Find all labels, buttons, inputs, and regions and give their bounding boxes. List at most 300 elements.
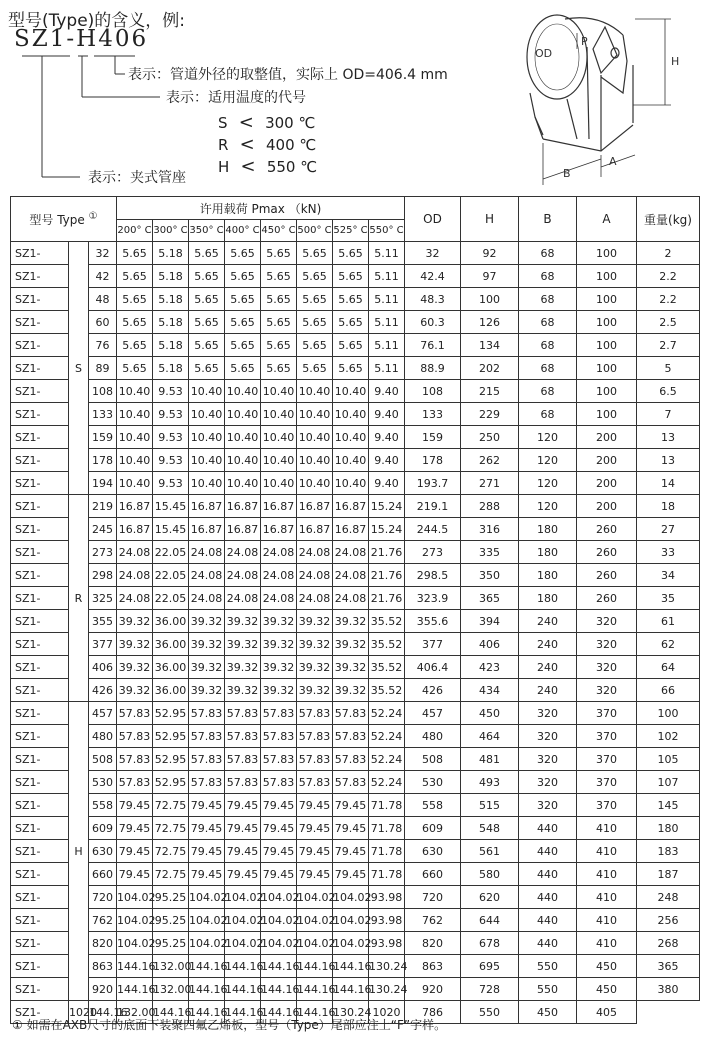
model-prefix-cell: SZ1- [11,541,69,564]
nominal-size-cell: 32 [89,242,117,265]
temp-header: 450° C [261,220,297,242]
load-cell: 79.45 [225,794,261,817]
h-cell: 515 [461,794,519,817]
b-cell: 180 [519,587,577,610]
nominal-size-cell: 920 [89,978,117,1001]
load-cell: 39.32 [333,633,369,656]
load-cell: 5.65 [225,242,261,265]
load-cell: 10.40 [189,380,225,403]
load-cell: 57.83 [297,771,333,794]
load-cell: 79.45 [333,817,369,840]
table-row [11,449,700,472]
load-cell: 39.32 [297,633,333,656]
p-label: P [581,35,588,48]
load-cell: 5.18 [153,242,189,265]
model-prefix-cell: SZ1- [11,288,69,311]
load-cell: 72.75 [153,794,189,817]
load-cell: 21.76 [369,587,405,610]
od-cell: 820 [405,932,461,955]
load-cell: 24.08 [297,564,333,587]
b-cell: 68 [519,380,577,403]
b-cell: 68 [519,357,577,380]
h-cell: 394 [461,610,519,633]
a-cell: 260 [577,541,637,564]
load-cell: 36.00 [153,610,189,633]
a-cell: 320 [577,656,637,679]
load-cell: 5.65 [189,357,225,380]
load-cell: 24.08 [333,564,369,587]
b-cell: 120 [519,449,577,472]
load-cell: 39.32 [333,656,369,679]
model-prefix-cell: SZ1- [11,748,69,771]
model-prefix-cell: SZ1- [11,380,69,403]
load-cell: 72.75 [153,817,189,840]
type-column-header [11,197,117,242]
b-cell: 68 [519,242,577,265]
load-cell: 104.02 [225,886,261,909]
h-column-header: H [461,197,519,242]
load-cell: 79.45 [333,840,369,863]
b-cell: 440 [519,886,577,909]
model-prefix-cell: SZ1- [11,587,69,610]
nominal-size-cell: 558 [89,794,117,817]
weight-cell: 34 [637,564,700,587]
temp-code-letter: H [218,158,230,176]
load-cell: 24.08 [261,587,297,610]
pipe-clamp-spec-table [10,196,700,1024]
a-cell: 200 [577,472,637,495]
less-than-sign: < [238,112,254,133]
b-cell: 320 [519,702,577,725]
load-cell: 5.65 [297,242,333,265]
h-cell: 288 [461,495,519,518]
h-cell: 481 [461,748,519,771]
load-cell: 9.40 [369,472,405,495]
weight-cell: 365 [637,955,700,978]
h-cell: 548 [461,817,519,840]
load-cell: 93.98 [369,886,405,909]
od-cell: 457 [405,702,461,725]
load-cell: 144.16 [333,955,369,978]
table-row [11,587,700,610]
a-cell: 370 [577,725,637,748]
model-prefix-cell: SZ1- [11,771,69,794]
weight-cell: 105 [637,748,700,771]
load-cell: 5.65 [117,265,153,288]
load-cell: 10.40 [333,380,369,403]
type-header-text: 型号 Type [29,212,85,227]
load-cell: 24.08 [333,587,369,610]
od-cell: 244.5 [405,518,461,541]
a-cell: 320 [577,679,637,702]
load-cell: 16.87 [297,518,333,541]
load-cell: 10.40 [189,449,225,472]
load-cell: 95.25 [153,909,189,932]
load-cell: 5.65 [189,311,225,334]
load-cell: 57.83 [225,725,261,748]
load-column-header: 许用载荷 Pmax （kN) [117,197,405,220]
load-cell: 39.32 [297,610,333,633]
b-cell: 550 [461,1001,519,1024]
load-cell: 21.76 [369,541,405,564]
table-row [11,633,700,656]
load-cell: 16.87 [225,495,261,518]
weight-cell: 61 [637,610,700,633]
od-cell: 273 [405,541,461,564]
load-cell: 16.87 [117,495,153,518]
nominal-size-cell: 108 [89,380,117,403]
h-cell: 250 [461,426,519,449]
a-cell: 200 [577,426,637,449]
load-cell: 104.02 [297,932,333,955]
h-cell: 644 [461,909,519,932]
b-cell: 180 [519,541,577,564]
load-cell: 79.45 [189,863,225,886]
load-cell: 22.05 [153,541,189,564]
load-cell: 57.83 [189,702,225,725]
a-cell: 370 [577,702,637,725]
load-cell: 104.02 [261,909,297,932]
a-cell: 450 [519,1001,577,1024]
load-cell: 10.40 [225,449,261,472]
model-prefix-cell: SZ1- [11,817,69,840]
load-cell: 57.83 [333,725,369,748]
type-code-example: SZ1-H406 [14,26,149,52]
load-cell: 10.40 [261,426,297,449]
load-cell: 72.75 [153,840,189,863]
load-cell: 57.83 [189,771,225,794]
weight-cell: 183 [637,840,700,863]
a-cell: 410 [577,886,637,909]
od-column-header: OD [405,197,461,242]
table-row [11,840,700,863]
load-cell: 9.40 [369,449,405,472]
table-row [11,541,700,564]
load-cell: 35.52 [369,610,405,633]
load-cell: 79.45 [117,794,153,817]
load-cell: 10.40 [189,403,225,426]
load-cell: 57.83 [333,771,369,794]
load-cell: 39.32 [261,679,297,702]
load-cell: 144.16 [89,1001,117,1024]
temp-header: 500° C [297,220,333,242]
b-cell: 120 [519,426,577,449]
load-cell: 57.83 [261,748,297,771]
load-cell: 39.32 [189,656,225,679]
load-cell: 24.08 [225,564,261,587]
load-cell: 52.24 [369,771,405,794]
load-cell: 16.87 [261,518,297,541]
load-cell: 5.65 [117,334,153,357]
od-cell: 355.6 [405,610,461,633]
load-cell: 104.02 [117,932,153,955]
model-prefix-cell: SZ1- [11,311,69,334]
b-cell: 68 [519,288,577,311]
nominal-size-cell: 89 [89,357,117,380]
temperature-class-cell: R [69,495,89,702]
temp-value: 400 ℃ [266,136,317,154]
a-cell: 260 [577,518,637,541]
load-cell: 39.32 [117,633,153,656]
b-cell: 180 [519,564,577,587]
h-cell: 695 [461,955,519,978]
table-row [11,495,700,518]
temp-code-r [218,134,316,155]
load-cell: 9.53 [153,426,189,449]
load-cell: 5.65 [333,242,369,265]
a-label: A [609,155,617,168]
h-cell: 229 [461,403,519,426]
example-title: 型号(Type)的含义，例: [8,11,186,31]
load-cell: 144.16 [261,955,297,978]
table-row [11,817,700,840]
od-cell: 108 [405,380,461,403]
load-cell: 39.32 [297,656,333,679]
model-prefix-cell: SZ1- [11,886,69,909]
load-cell: 79.45 [117,817,153,840]
load-cell: 16.87 [261,495,297,518]
model-prefix-cell: SZ1- [11,564,69,587]
model-prefix-cell: SZ1- [11,978,69,1001]
load-cell: 39.32 [297,679,333,702]
load-cell: 10.40 [297,472,333,495]
load-cell: 5.65 [261,265,297,288]
weight-cell: 100 [637,702,700,725]
od-cell: 480 [405,725,461,748]
load-cell: 5.11 [369,334,405,357]
load-cell: 5.65 [297,311,333,334]
load-cell: 35.52 [369,633,405,656]
a-cell: 450 [577,978,637,1001]
model-prefix-cell: SZ1- [11,495,69,518]
load-cell: 24.08 [333,541,369,564]
a-cell: 410 [577,817,637,840]
weight-cell: 256 [637,909,700,932]
b-cell: 68 [519,403,577,426]
load-cell: 95.25 [153,932,189,955]
load-cell: 5.65 [225,311,261,334]
od-cell: 762 [405,909,461,932]
load-cell: 5.65 [225,288,261,311]
load-cell: 71.78 [369,840,405,863]
load-cell: 39.32 [189,679,225,702]
weight-cell: 107 [637,771,700,794]
temp-header: 550° C [369,220,405,242]
nominal-size-cell: 245 [89,518,117,541]
weight-cell: 5 [637,357,700,380]
load-cell: 24.08 [261,564,297,587]
explanation-temperature: 表示：适用温度的代号 [166,90,306,106]
a-cell: 370 [577,794,637,817]
a-cell: 260 [577,587,637,610]
weight-cell: 2.7 [637,334,700,357]
load-cell: 79.45 [297,840,333,863]
h-cell: 406 [461,633,519,656]
nominal-size-cell: 660 [89,863,117,886]
load-cell: 5.65 [225,334,261,357]
load-cell: 16.87 [225,518,261,541]
load-cell: 5.65 [189,288,225,311]
load-cell: 5.18 [153,334,189,357]
h-cell: 620 [461,886,519,909]
load-cell: 144.16 [297,1001,333,1024]
load-cell: 132.00 [117,1001,153,1024]
load-cell: 132.00 [153,955,189,978]
od-cell: 88.9 [405,357,461,380]
load-cell: 104.02 [225,909,261,932]
load-cell: 5.65 [117,311,153,334]
load-cell: 104.02 [261,886,297,909]
temp-header: 300° C [153,220,189,242]
h-cell: 464 [461,725,519,748]
model-prefix-cell: SZ1- [11,472,69,495]
load-cell: 57.83 [117,771,153,794]
load-cell: 57.83 [117,725,153,748]
nominal-size-cell: 457 [89,702,117,725]
model-prefix-cell: SZ1- [11,955,69,978]
h-cell: 134 [461,334,519,357]
load-cell: 24.08 [261,541,297,564]
load-cell: 9.53 [153,380,189,403]
load-cell: 10.40 [261,472,297,495]
load-cell: 104.02 [117,886,153,909]
table-row [11,242,700,265]
h-cell: 202 [461,357,519,380]
load-cell: 5.65 [225,357,261,380]
load-cell: 57.83 [189,725,225,748]
load-cell: 52.24 [369,702,405,725]
table-row [11,955,700,978]
h-cell: 561 [461,840,519,863]
load-cell: 57.83 [117,702,153,725]
a-cell: 200 [577,449,637,472]
load-cell: 10.40 [117,403,153,426]
load-cell: 57.83 [333,748,369,771]
a-cell: 100 [577,311,637,334]
load-cell: 10.40 [297,380,333,403]
load-cell: 79.45 [333,863,369,886]
load-cell: 36.00 [153,656,189,679]
temp-code-s [218,112,315,133]
load-cell: 39.32 [117,679,153,702]
load-cell: 5.65 [189,265,225,288]
load-cell: 16.87 [189,495,225,518]
b-cell: 240 [519,610,577,633]
weight-cell: 62 [637,633,700,656]
od-cell: 377 [405,633,461,656]
nominal-size-cell: 609 [89,817,117,840]
h-cell: 786 [405,1001,461,1024]
h-cell: 126 [461,311,519,334]
table-row [11,426,700,449]
load-cell: 144.16 [117,978,153,1001]
load-cell: 93.98 [369,909,405,932]
load-cell: 95.25 [153,886,189,909]
load-cell: 104.02 [189,909,225,932]
h-cell: 493 [461,771,519,794]
b-cell: 120 [519,472,577,495]
od-cell: 1020 [369,1001,405,1024]
a-cell: 260 [577,564,637,587]
a-cell: 410 [577,863,637,886]
table-row [11,656,700,679]
nominal-size-cell: 426 [89,679,117,702]
load-cell: 57.83 [225,771,261,794]
load-cell: 10.40 [261,403,297,426]
table-row [11,472,700,495]
b-cell: 320 [519,748,577,771]
load-cell: 57.83 [297,748,333,771]
h-cell: 580 [461,863,519,886]
weight-cell: 268 [637,932,700,955]
model-prefix-cell: SZ1- [11,909,69,932]
nominal-size-cell: 76 [89,334,117,357]
load-cell: 130.24 [333,1001,369,1024]
temp-header: 200° C [117,220,153,242]
load-cell: 5.65 [297,334,333,357]
load-cell: 130.24 [369,978,405,1001]
b-cell: 240 [519,679,577,702]
nominal-size-cell: 355 [89,610,117,633]
load-cell: 57.83 [117,748,153,771]
model-prefix-cell: SZ1- [11,449,69,472]
h-label: H [671,55,680,68]
table-row [11,978,700,1001]
a-cell: 100 [577,357,637,380]
h-cell: 423 [461,656,519,679]
load-cell: 15.45 [153,518,189,541]
model-prefix-cell: SZ1- [11,863,69,886]
load-cell: 104.02 [117,909,153,932]
h-cell: 678 [461,932,519,955]
weight-cell: 180 [637,817,700,840]
load-cell: 39.32 [333,679,369,702]
nominal-size-cell: 42 [89,265,117,288]
a-cell: 100 [577,403,637,426]
load-cell: 39.32 [261,610,297,633]
load-cell: 5.11 [369,311,405,334]
load-cell: 79.45 [189,817,225,840]
model-prefix-cell: SZ1- [11,357,69,380]
load-cell: 39.32 [225,610,261,633]
model-prefix-cell: SZ1- [11,840,69,863]
load-cell: 79.45 [297,817,333,840]
table-row [11,794,700,817]
od-cell: 530 [405,771,461,794]
load-cell: 104.02 [297,909,333,932]
od-cell: 298.5 [405,564,461,587]
nominal-size-cell: 1020 [69,1001,89,1024]
load-cell: 39.32 [225,679,261,702]
weight-cell: 35 [637,587,700,610]
load-cell: 5.65 [261,242,297,265]
load-cell: 36.00 [153,679,189,702]
nominal-size-cell: 325 [89,587,117,610]
table-row [11,311,700,334]
load-cell: 9.53 [153,403,189,426]
load-cell: 104.02 [333,932,369,955]
weight-cell: 2 [637,242,700,265]
model-prefix-cell: SZ1- [11,702,69,725]
load-cell: 16.87 [117,518,153,541]
load-cell: 10.40 [225,472,261,495]
load-cell: 24.08 [189,587,225,610]
a-cell: 370 [577,748,637,771]
od-cell: 60.3 [405,311,461,334]
load-cell: 24.08 [117,587,153,610]
load-cell: 79.45 [261,863,297,886]
footnote-marker: ① [88,210,98,222]
